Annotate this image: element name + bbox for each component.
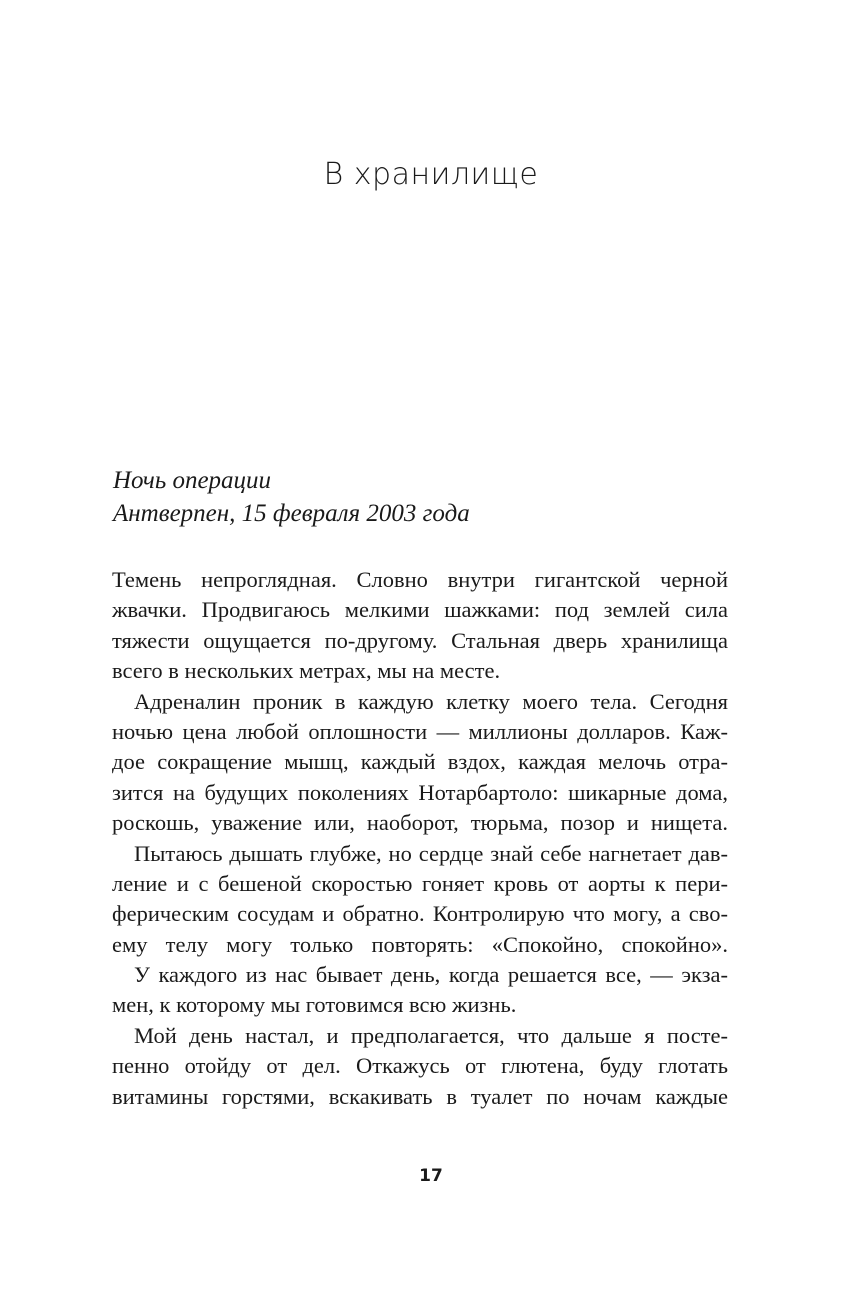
text-line: Темень непроглядная. Словно внутри гигантской черной	[112, 567, 728, 592]
text-line: всего в нескольких метрах, мы на месте.	[112, 658, 501, 684]
text-line: ферическим сосудам и обратно. Контролирую что могу, а сво-	[112, 901, 728, 927]
text-line: витамины горстями, вскакивать в туалет по ночам каждые	[112, 1083, 728, 1109]
text-line: Адреналин проник в каждую клетку моего тела. Сегодня	[134, 688, 728, 714]
text-line: Пытаюсь дышать глубже, но сердце знай себе нагнетает дав-	[134, 840, 728, 866]
text-line: жвачки. Продвигаюсь мелкими шажками: под землей сила	[112, 597, 728, 623]
text-line: ночью цена любой оплошности — миллионы долларов. Каж-	[112, 718, 728, 744]
text-line: тяжести ощущается по-другому. Стальная дверь хранилища	[112, 627, 728, 653]
text-line: дое сокращение мышц, каждый вздох, каждая мелочь отра-	[112, 749, 728, 775]
text-line: зится на будущих поколениях Нотарбартоло: шикарные дома,	[112, 779, 728, 805]
text-line: ему телу могу только повторять: «Спокойно, спокойно».	[112, 931, 728, 957]
chapter-title: В хранилище	[323, 157, 539, 192]
text-line: У каждого из нас бывает день, когда решается все, — экза-	[134, 962, 728, 988]
text-line: Мой день настал, и предполагается, что дальше я посте-	[134, 1022, 728, 1048]
text-line: роскошь, уважение или, наоборот, тюрьма, позор и нищета.	[112, 810, 728, 836]
page-number: 17	[419, 1166, 443, 1186]
body-text	[112, 565, 728, 1112]
subheading-line: Антверпен, 15 февраля 2003 года	[113, 500, 470, 527]
text-line: пенно отойду от дел. Откажусь от глютена, буду глотать	[112, 1053, 728, 1079]
subheading-line: Ночь операции	[113, 467, 272, 494]
text-line: ление и с бешеной скоростью гоняет кровь от аорты к пери-	[112, 870, 728, 896]
text-line: мен, к которому мы готовимся всю жизнь.	[112, 992, 517, 1018]
